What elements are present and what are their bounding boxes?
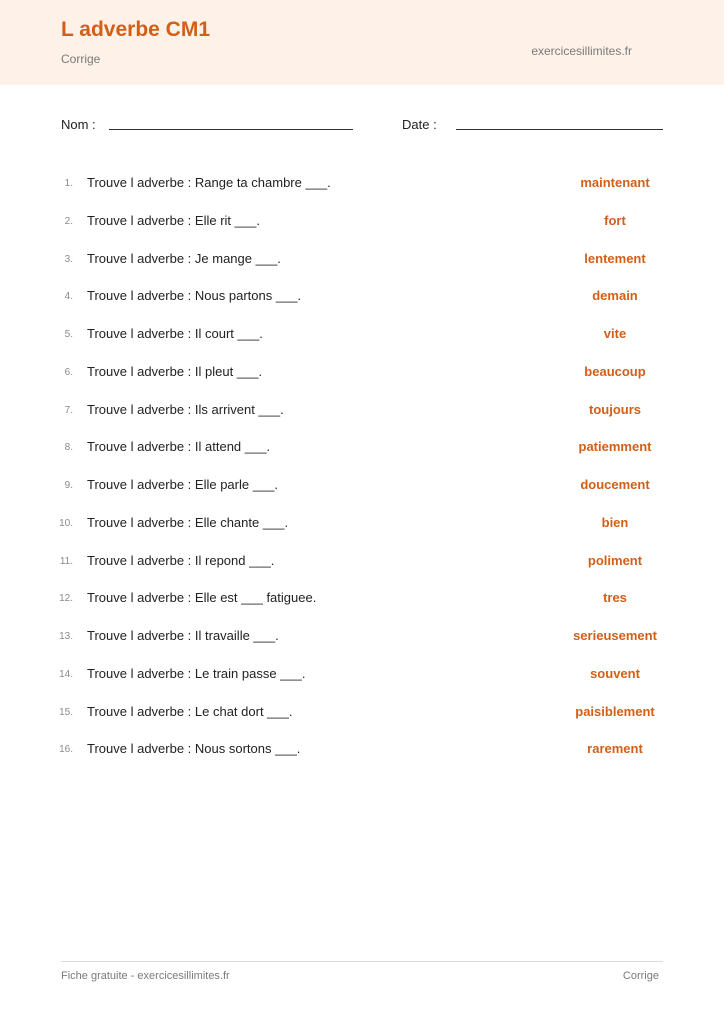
name-label: Nom : — [61, 117, 96, 132]
question-number: 6. — [64, 366, 73, 378]
answer-text: patiemment — [578, 439, 652, 455]
answer-text: toujours — [589, 401, 641, 417]
answer-text: serieusement — [573, 628, 657, 643]
question-row — [0, 251, 724, 271]
answer-text: demain — [592, 288, 638, 304]
question-row — [0, 288, 724, 308]
question-row — [0, 515, 724, 535]
question-number: 8. — [64, 442, 73, 454]
question-number: 13. — [59, 631, 73, 642]
question-row — [0, 477, 724, 497]
answer-text: maintenant — [580, 175, 650, 190]
question-text: Trouve l adverbe : Le chat dort ___. — [87, 703, 293, 719]
question-text: Trouve l adverbe : Il court ___. — [87, 326, 263, 341]
question-row — [0, 402, 724, 422]
question-text: Trouve l adverbe : Nous partons ___. — [87, 288, 302, 304]
answer-text: vite — [603, 326, 627, 341]
question-text: Trouve l adverbe : Le train passe ___. — [87, 665, 306, 681]
page-subtitle: Corrige — [61, 52, 101, 66]
question-text: Trouve l adverbe : Elle chante ___. — [87, 514, 289, 530]
question-number: 14. — [59, 668, 73, 680]
answer-text: lentement — [584, 250, 646, 266]
question-number: 9. — [64, 480, 73, 491]
question-text: Trouve l adverbe : Elle parle ___. — [87, 477, 279, 492]
question-row — [0, 628, 724, 648]
question-text: Trouve l adverbe : Il attend ___. — [87, 439, 271, 455]
question-row — [0, 326, 724, 346]
question-number: 1. — [64, 178, 73, 189]
footer-divider — [61, 961, 663, 962]
question-number: 11. — [59, 555, 73, 567]
answer-text: bien — [601, 514, 629, 530]
footer-left-text: Fiche gratuite - exercicesillimites.fr — [61, 970, 230, 982]
site-name: exercicesillimites.fr — [531, 44, 632, 58]
question-number: 5. — [64, 329, 73, 340]
question-row — [0, 553, 724, 573]
page-title: L adverbe CM1 — [61, 18, 210, 41]
question-row — [0, 364, 724, 384]
answer-text: tres — [603, 590, 627, 606]
question-number: 12. — [59, 593, 73, 605]
question-text: Trouve l adverbe : Il pleut ___. — [87, 363, 263, 379]
question-row — [0, 666, 724, 686]
question-text: Trouve l adverbe : Ils arrivent ___. — [87, 401, 284, 417]
question-row — [0, 175, 724, 195]
question-number: 2. — [64, 215, 73, 227]
answer-text: beaucoup — [584, 363, 646, 379]
question-text: Trouve l adverbe : Elle rit ___. — [87, 212, 260, 228]
question-number: 4. — [64, 291, 73, 303]
footer-right-text: Corrige — [622, 970, 659, 982]
answer-text: paisiblement — [575, 703, 655, 719]
answer-text: rarement — [587, 741, 643, 757]
question-row — [0, 439, 724, 459]
question-number: 7. — [64, 404, 73, 416]
question-text: Trouve l adverbe : Elle est ___ fatiguee. — [87, 590, 317, 606]
question-row — [0, 704, 724, 724]
question-text: Trouve l adverbe : Nous sortons ___. — [87, 741, 301, 757]
question-text: Trouve l adverbe : Range ta chambre ___. — [87, 175, 331, 190]
page-header — [0, 0, 724, 85]
question-text: Trouve l adverbe : Je mange ___. — [87, 250, 281, 266]
question-number: 15. — [59, 706, 73, 718]
question-row — [0, 741, 724, 761]
date-label: Date : — [402, 117, 437, 132]
question-row — [0, 590, 724, 610]
question-number: 3. — [64, 253, 73, 265]
answer-text: poliment — [587, 552, 643, 568]
answer-text: fort — [604, 212, 626, 228]
date-line — [456, 129, 663, 130]
answer-text: souvent — [590, 665, 640, 681]
question-number: 16. — [59, 744, 73, 756]
name-line — [109, 129, 353, 130]
question-text: Trouve l adverbe : Il travaille ___. — [87, 628, 279, 643]
question-text: Trouve l adverbe : Il repond ___. — [87, 552, 275, 568]
answer-text: doucement — [580, 477, 650, 492]
question-number: 10. — [59, 517, 73, 529]
question-row — [0, 213, 724, 233]
